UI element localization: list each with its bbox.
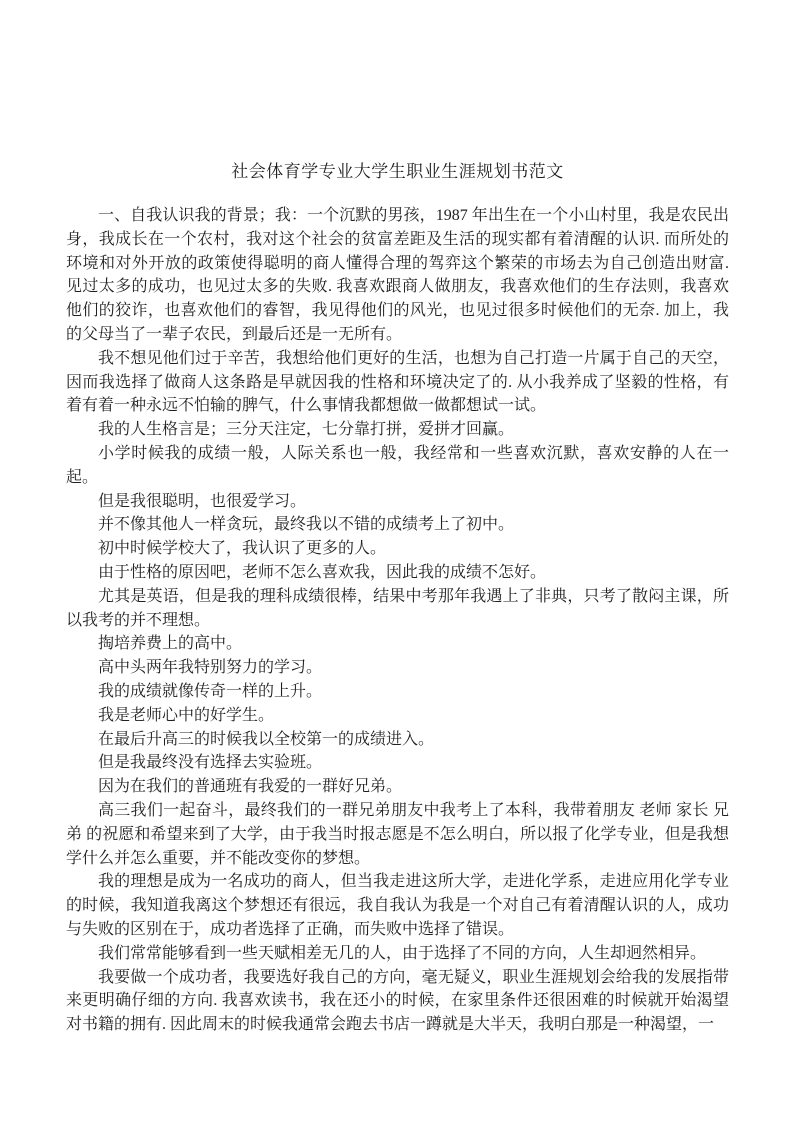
- paragraph: 我的成绩就像传奇一样的上升。: [98, 682, 323, 700]
- document-title: 社会体育学专业大学生职业生涯规划书范文: [231, 162, 564, 181]
- paragraph: 高三我们一起奋斗，最终我们的一群兄弟朋友中我考上了本科，我带着朋友 老师 家长 兄弟 的祝愿和希望来到了大学，由于我当时报志愿是不怎么明白，所以报了化学专业，但是我想学什么并怎么重要，并不能改变你的梦想。: [66, 801, 729, 867]
- paragraph: 小学时候我的成绩一般，人际关系也一般，我经常和一些喜欢沉默，喜欢安静的人在一起。: [66, 444, 729, 486]
- paragraph: 我们常常能够看到一些天赋相差无几的人，由于选择了不同的方向，人生却迥然相异。: [98, 944, 707, 962]
- paragraph: 但是我最终没有选择去实验班。: [98, 754, 323, 772]
- paragraph: 我要做一个成功者，我要选好我自己的方向，毫无疑义，职业生涯规划会给我的发展指带来更明确仔细的方向. 我喜欢读书，我在还小的时候，在家里条件还很困难的时候就开始渴望对书籍的拥有. 因此周末的时候我通常会跑去书店一蹲就是大半天，我明白那是一种渴望，一: [66, 968, 729, 1034]
- paragraph: 但是我很聪明，也很爱学习。: [98, 492, 307, 510]
- paragraph: 尤其是英语，但是我的理科成绩很棒，结果中考那年我遇上了非典，只考了散闷主课，所以我考的并不理想。: [66, 587, 729, 629]
- paragraph: 我是老师心中的好学生。: [98, 706, 275, 724]
- paragraph: 我不想见他们过于辛苦，我想给他们更好的生活，也想为自己打造一片属于自己的天空，因而我选择了做商人这条路是早就因我的性格和环境决定了的. 从小我养成了坚毅的性格，有着有着一种永远不怕输的脾气，什么事情我都想做一做都想试一试。: [66, 349, 729, 415]
- paragraph: 我的理想是成为一名成功的商人，但当我走进这所大学，走进化学系，走进应用化学专业的时候，我知道我离这个梦想还有很远，我自我认为我是一个对自己有着清醒认识的人，成功与失败的区别在于，成功者选择了正确，而失败中选择了错误。: [66, 873, 729, 938]
- paragraph: 因为在我们的普通班有我爱的一群好兄弟。: [98, 778, 403, 796]
- paragraph: 高中头两年我特别努力的学习。: [98, 659, 323, 677]
- paragraph: 由于性格的原因吧，老师不怎么喜欢我，因此我的成绩不怎好。: [98, 563, 547, 581]
- paragraph: 初中时候学校大了，我认识了更多的人。: [98, 540, 387, 558]
- paragraph: 在最后升高三的时候我以全校第一的成绩进入。: [98, 730, 435, 748]
- document-body: [66, 204, 729, 1037]
- paragraph: 并不像其他人一样贪玩，最终我以不错的成绩考上了初中。: [98, 516, 515, 534]
- paragraph: 我的人生格言是；三分天注定，七分靠打拼，爱拼才回赢。: [98, 421, 515, 439]
- paragraph: 一、自我认识我的背景；我：一个沉默的男孩，1987 年出生在一个小山村里，我是农民出身，我成长在一个农村，我对这个社会的贫富差距及生活的现实都有着清醒的认识. 而所处的环境和对外开放的政策使得聪明的商人懂得合理的驾弈这个繁荣的市场去为自己创造出财富. 见过太多的成功，也见过太多的失败. 我喜欢跟商人做朋友，我喜欢他们的生存法则，我喜欢他们的狡诈，也喜欢他们的睿智，我见得他们的风光，也见过很多时候他们的无奈. 加上，我的父母当了一辈子农民，到最后还是一无所有。: [66, 207, 729, 343]
- paragraph: 掏培养费上的高中。: [98, 635, 243, 653]
